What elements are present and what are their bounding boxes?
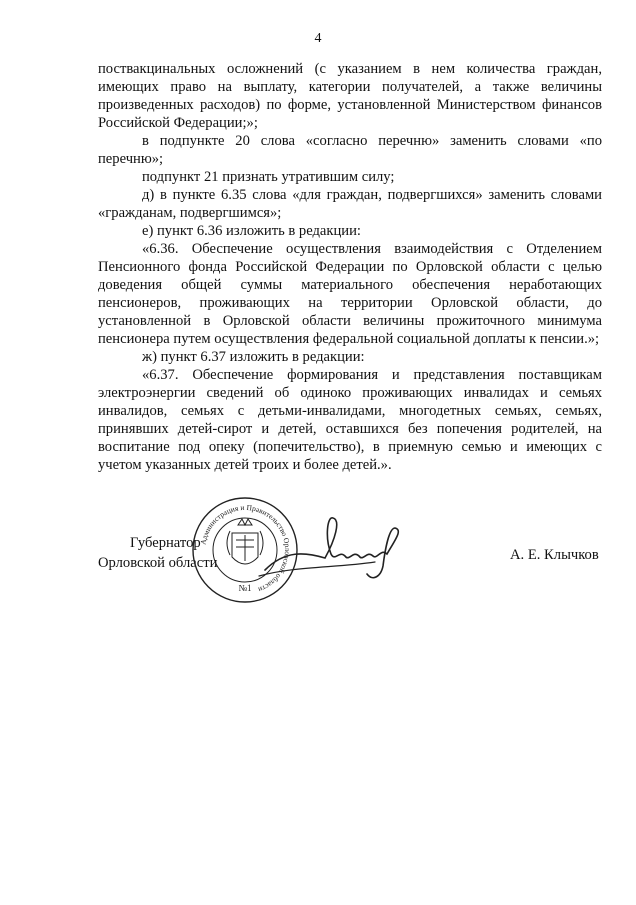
page-number: 4 [314, 31, 322, 46]
svg-text:Администрация и Правительство: Администрация и Правительство Орловской области [198, 502, 293, 595]
paragraph: е) пункт 6.36 изложить в редакции: [142, 223, 361, 239]
paragraph: подпункт 21 признать утратившим силу; [142, 169, 395, 185]
paragraph: «6.36. Обеспечение осуществления взаимодействия с Отделением Пенсионного фонда Российской Федерации по Орловской области с целью доведения общей суммы материального обеспечения неработающих пенсионеров, проживающих на территории Орловской области, до установленной в Орловской области величины прожиточного минимума пенсионера путем осуществления федеральной социальной доплаты к пенсии.»; [98, 241, 602, 347]
handwritten-signature [255, 510, 415, 590]
signatory-title-line: Губернатор [130, 535, 201, 551]
signatory-name: А. Е. Клычков [510, 547, 599, 563]
paragraph: в подпункте 20 слова «согласно перечню» заменить словами «по перечню»; [98, 133, 602, 167]
paragraph: поствакцинальных осложнений (с указанием в нем количества граждан, имеющих право на выплату, категории получателей, а также величины произведенных расходов) по форме, установленной Министерством финансов Российской Федерации;»; [98, 61, 602, 131]
signatory-title-line: Орловской области [98, 555, 218, 571]
paragraph: «6.37. Обеспечение формирования и представления поставщикам электроэнергии сведений об одиноко проживающих инвалидах и семьях инвалидов, семьях с детьми-инвалидами, многодетных семьях, семьях, принявших детей-сирот и детей, оставшихся без попечения родителей, на воспитание под опеку (попечительство), в приемную семью и имеющих с учетом указанных детей троих и более детей.». [98, 367, 602, 473]
paragraph: ж) пункт 6.37 изложить в редакции: [142, 349, 365, 365]
svg-text:№1: №1 [238, 583, 252, 593]
paragraph: д) в пункте 6.35 слова «для граждан, подвергшихся» заменить словами «гражданам, подвергшимся»; [98, 187, 602, 221]
document-body [98, 60, 602, 474]
